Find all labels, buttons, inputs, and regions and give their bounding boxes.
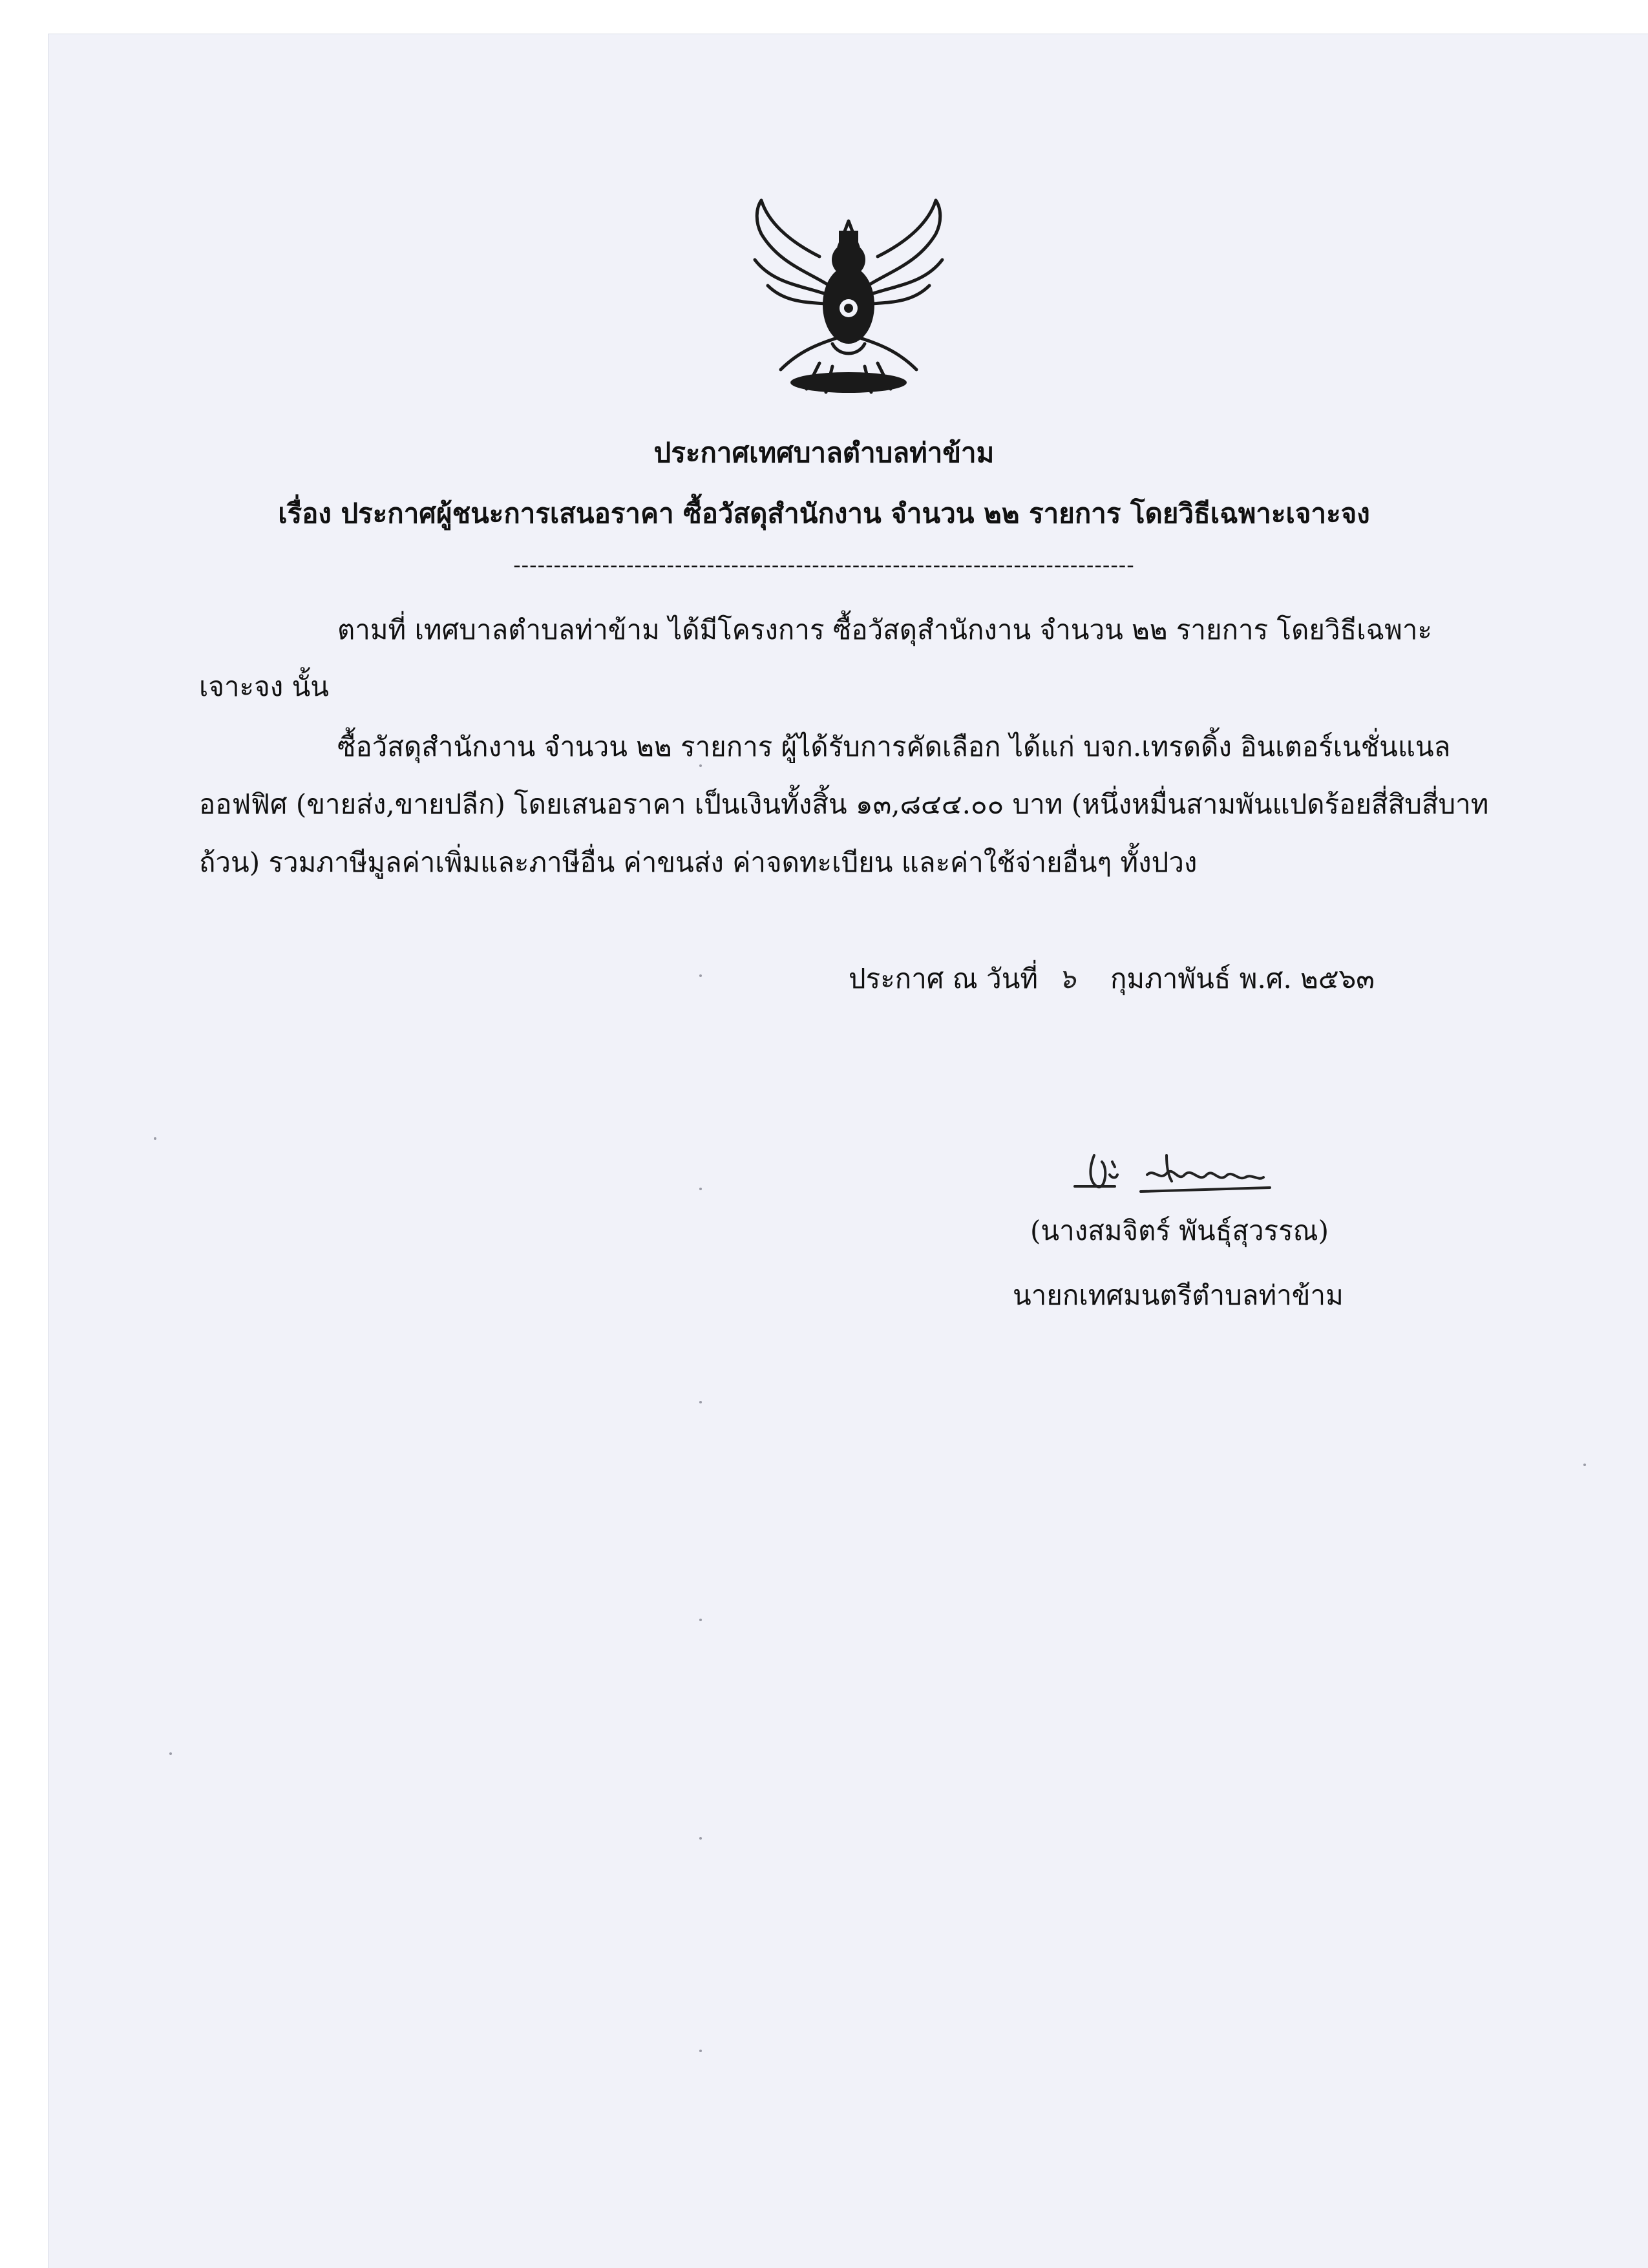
scan-speck [699, 1619, 702, 1621]
scan-speck [154, 1137, 156, 1140]
body-para2-line1: ซื้อวัสดุสำนักงาน จำนวน ๒๒ รายการ ผู้ได้รับการคัดเลือก ได้แก่ บจก.เทรดดิ้ง อินเตอร์เนชั่นแนล [337, 731, 1451, 762]
org-title: ประกาศเทศบาลตำบลท่าข้าม [653, 437, 995, 468]
scan-speck [699, 1837, 702, 1840]
body-para2-line2: ออฟฟิศ (ขายส่ง,ขายปลีก) โดยเสนอราคา เป็นเงินทั้งสิ้น ๑๓,๘๔๔.๐๐ บาท (หนึ่งหมื่นสามพันแปดร้อยสี่สิบสี่บาท [199, 788, 1489, 820]
announcement-month-year: กุมภาพันธ์ พ.ศ. ๒๕๖๓ [1110, 963, 1375, 994]
scan-speck [1583, 1464, 1586, 1466]
scan-speck [169, 1752, 172, 1755]
signatory-name: (นางสมจิตร์ พันธุ์สุวรรณ) [1030, 1215, 1329, 1246]
scan-speck [699, 1401, 702, 1403]
signatory-position: นายกเทศมนตรีตำบลท่าข้าม [1013, 1279, 1344, 1311]
announcement-day: ๖ [1059, 963, 1076, 994]
announcement-date-prefix: ประกาศ ณ วันที่ [849, 963, 1039, 994]
announcement-subject: เรื่อง ประกาศผู้ชนะการเสนอราคา ซื้อวัสดุสำนักงาน จำนวน ๒๒ รายการ โดยวิธีเฉพาะเจาะจง [278, 498, 1370, 529]
garuda-emblem-icon [742, 195, 955, 408]
body-para2-line3: ถ้วน) รวมภาษีมูลค่าเพิ่มและภาษีอื่น ค่าขนส่ง ค่าจดทะเบียน และค่าใช้จ่ายอื่นๆ ทั้งปวง [199, 846, 1198, 878]
title-separator: ----------------------------------------------------------------------------- [513, 552, 1135, 578]
scan-speck [699, 2050, 702, 2052]
handwritten-signature [1070, 1129, 1289, 1207]
scan-speck [699, 1188, 702, 1190]
scan-speck [699, 974, 702, 977]
body-para1-line2: เจาะจง นั้น [199, 671, 329, 702]
body-para1-line1: ตามที่ เทศบาลตำบลท่าข้าม ได้มีโครงการ ซื้อวัสดุสำนักงาน จำนวน ๒๒ รายการ โดยวิธีเฉพาะ [337, 614, 1432, 646]
